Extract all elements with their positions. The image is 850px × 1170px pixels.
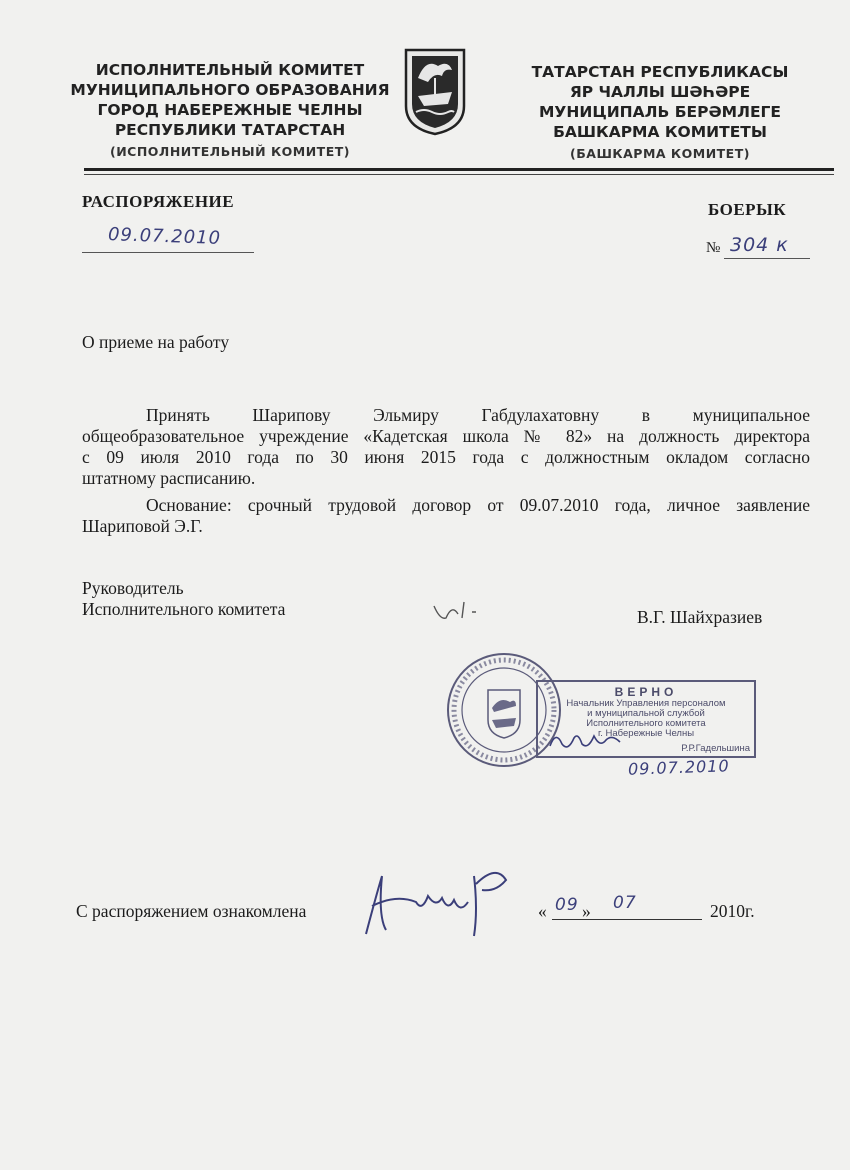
header-divider-thin (84, 174, 834, 175)
doc-date: 09.07.2010 (107, 224, 222, 249)
ack-close-quote: » (582, 901, 591, 921)
header-left (70, 60, 390, 162)
ack-text: С распоряжением ознакомлена (76, 901, 307, 921)
stamp-signature-icon (546, 724, 628, 758)
header-right-line: БАШКАРМА КОМИТЕТЫ (553, 123, 767, 141)
body-line: Основание: срочный трудовой договор от 09.07.2010 года, личное заявление (146, 495, 810, 515)
signer-position: Руководитель (82, 578, 184, 598)
header-left-sub: (ИСПОЛНИТЕЛЬНЫЙ КОМИТЕТ) (110, 144, 350, 159)
doc-type-right: БОЕРЫК (708, 200, 787, 219)
body-line: с 09 июля 2010 года по 30 июня 2015 года с должностным окладом согласно (82, 447, 810, 467)
signer-position: Исполнительного комитета (82, 599, 286, 619)
coat-of-arms-icon (404, 48, 466, 136)
employee-signature-icon (356, 856, 532, 948)
doc-date-line (82, 252, 254, 253)
stamp-title: ВЕРНО (614, 685, 678, 699)
doc-number-line (724, 258, 810, 259)
header-left-line: МУНИЦИПАЛЬНОГО ОБРАЗОВАНИЯ (70, 81, 390, 99)
stamp-date: 09.07.2010 (627, 756, 730, 779)
body-line: общеобразовательное учреждение «Кадетская школа № 82» на должность директора (82, 426, 810, 446)
stamp-line: Начальник Управления персоналом (566, 698, 726, 709)
stamp-name: Р.Р.Гадельшина (681, 743, 750, 754)
doc-number: 304 к (730, 234, 789, 256)
ack-month: 07 (613, 893, 637, 913)
doc-number-prefix: № (706, 240, 721, 256)
ack-year: 2010г. (710, 901, 755, 921)
stamp-line: и муниципальной службой (587, 708, 705, 719)
doc-type-left: РАСПОРЯЖЕНИЕ (82, 192, 235, 211)
header-right-line: МУНИЦИПАЛЬ БЕРӘМЛЕГЕ (539, 103, 781, 121)
header-left-line: ГОРОД НАБЕРЕЖНЫЕ ЧЕЛНЫ (97, 101, 363, 119)
header-right-line: ТАТАРСТАН РЕСПУБЛИКАСЫ (531, 63, 789, 81)
ack-open-quote: « (538, 901, 547, 921)
header-right (510, 62, 810, 164)
header-right-line: ЯР ЧАЛЛЫ ШӘҺӘРЕ (569, 83, 751, 101)
body-line: штатному расписанию. (82, 468, 256, 488)
body-line: Принять Шарипову Эльмиру Габдулахатовну в муниципальное (146, 405, 810, 425)
ack-day: 09 (555, 895, 579, 915)
doc-subject: О приеме на работу (82, 332, 230, 352)
stamp-line: Исполнительного комитета (586, 718, 706, 729)
header-right-sub: (БАШКАРМА КОМИТЕТ) (570, 146, 750, 161)
body-line: Шариповой Э.Г. (82, 516, 203, 536)
director-signature-icon (426, 594, 506, 630)
header-left-line: ИСПОЛНИТЕЛЬНЫЙ КОМИТЕТ (95, 61, 365, 79)
signer-name: В.Г. Шайхразиев (637, 607, 763, 627)
stamp-line: г. Набережные Челны (597, 728, 695, 739)
header-divider (84, 168, 834, 171)
ack-date-line (552, 919, 702, 920)
header-left-line: РЕСПУБЛИКИ ТАТАРСТАН (114, 121, 346, 139)
